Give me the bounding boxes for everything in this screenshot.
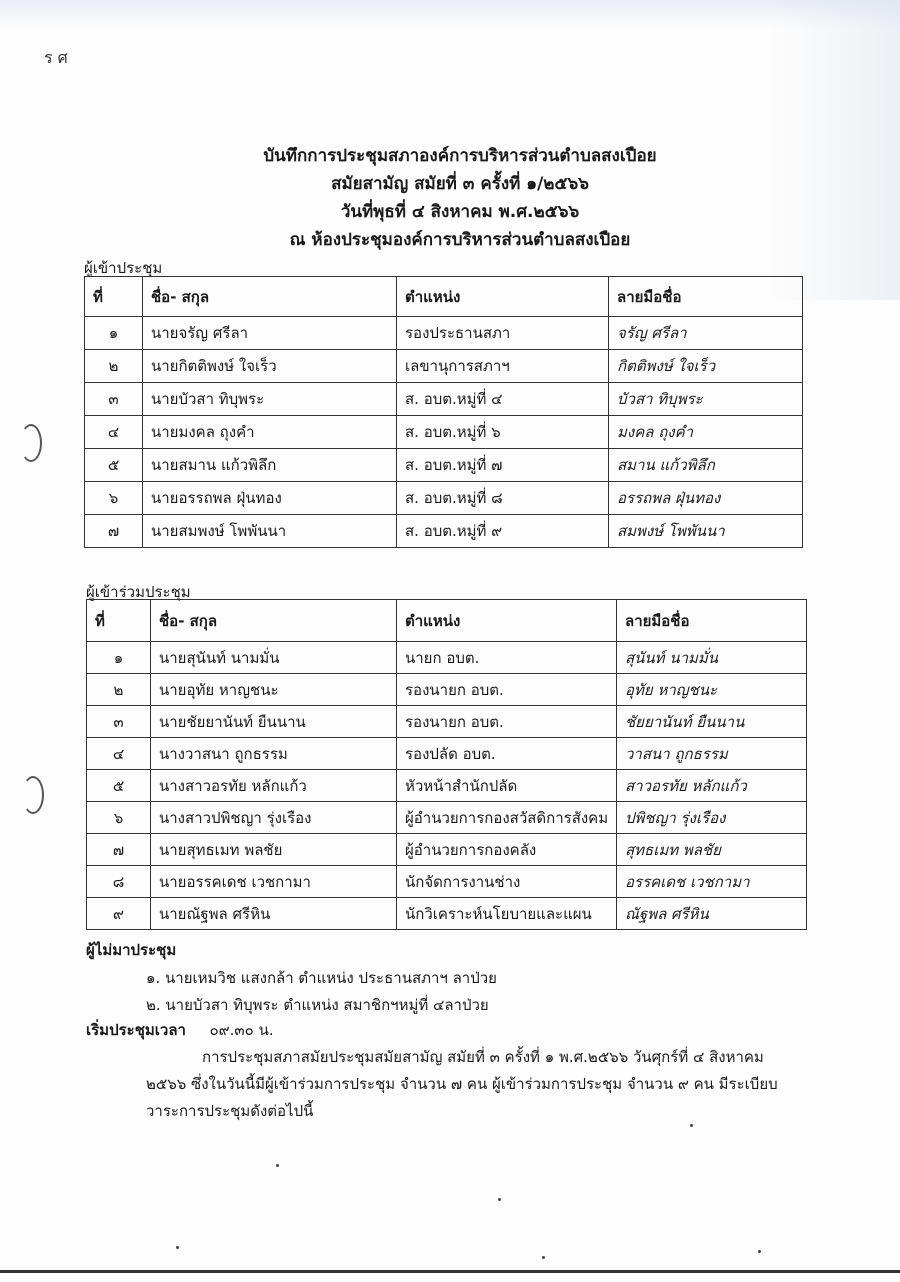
row-name: นางสาวอรทัย หลักแก้ว <box>151 770 397 802</box>
row-name: นายมงคล ถุงคำ <box>143 416 397 449</box>
title-line: บันทึกการประชุมสภาองค์การบริหารส่วนตำบลสงเปือย <box>263 146 657 166</box>
row-name: นายสุนันท์ นามมั่น <box>151 642 397 674</box>
table-header-row <box>87 600 807 642</box>
table-row <box>87 738 807 770</box>
row-number: ๘ <box>87 866 151 898</box>
table-row <box>87 802 807 834</box>
row-name: นายอรรคเดช เวชกามา <box>151 866 397 898</box>
row-number: ๙ <box>87 898 151 930</box>
row-name: นายสมาน แก้วพิลึก <box>143 449 397 482</box>
table-row <box>85 317 803 350</box>
header-position: ตำแหน่ง <box>397 600 617 642</box>
table-row <box>87 834 807 866</box>
row-number: ๑ <box>87 642 151 674</box>
row-name: นายจรัญ ศรีลา <box>143 317 397 350</box>
row-name: นายชัยยานันท์ ยืนนาน <box>151 706 397 738</box>
participants-label: ผู้เข้าร่วมประชุม <box>86 583 191 601</box>
row-signature: สมพงษ์ โพพันนา <box>609 515 803 548</box>
start-time-value: ๐๙.๓๐ น. <box>209 1021 274 1039</box>
header-no: ที่ <box>85 277 143 317</box>
scan-shadow-side <box>770 0 900 300</box>
row-position: ส. อบต.หมู่ที่ ๔ <box>397 383 609 416</box>
punch-hole-icon <box>22 776 44 814</box>
row-name: นางสาวปพิชญา รุ่งเรือง <box>151 802 397 834</box>
row-name: นายณัฐพล ศรีหิน <box>151 898 397 930</box>
row-position: ส. อบต.หมู่ที่ ๖ <box>397 416 609 449</box>
row-signature: บัวสา ทิบุพระ <box>609 383 803 416</box>
table-row <box>87 706 807 738</box>
scan-speck <box>690 1124 693 1127</box>
row-number: ๔ <box>87 738 151 770</box>
row-position: นักจัดการงานช่าง <box>397 866 617 898</box>
row-number: ๕ <box>87 770 151 802</box>
punch-hole-icon <box>20 424 42 462</box>
handwritten-mark: ร ศ <box>44 48 68 67</box>
row-name: นายอุทัย หาญชนะ <box>151 674 397 706</box>
row-number: ๑ <box>85 317 143 350</box>
table-row <box>87 674 807 706</box>
row-signature: วาสนา ถูกธรรม <box>617 738 807 770</box>
table-row <box>87 770 807 802</box>
table-row <box>85 350 803 383</box>
title-line: ณ ห้องประชุมองค์การบริหารส่วนตำบลสงเปือย <box>289 230 631 250</box>
scan-shadow-top <box>0 0 900 28</box>
row-signature: จรัญ ศรีลา <box>609 317 803 350</box>
row-signature: อุทัย หาญชนะ <box>617 674 807 706</box>
row-signature: กิตติพงษ์ ใจเร็ว <box>609 350 803 383</box>
row-position: นายก อบต. <box>397 642 617 674</box>
absent-item: ๒. นายบัวสา ทิบุพระ ตำแหน่ง สมาชิกฯหมู่ที่ ๔ลาป่วย <box>146 996 489 1014</box>
scan-bottom-edge <box>0 1270 900 1273</box>
row-number: ๗ <box>87 834 151 866</box>
row-signature: สุทธเมท พลชัย <box>617 834 807 866</box>
header-position: ตำแหน่ง <box>397 277 609 317</box>
row-name: นางวาสนา ถูกธรรม <box>151 738 397 770</box>
attendees-label: ผู้เข้าประชุม <box>84 259 163 277</box>
row-signature: ชัยยานันท์ ยืนนาน <box>617 706 807 738</box>
row-number: ๕ <box>85 449 143 482</box>
scan-speck <box>542 1256 545 1259</box>
row-signature: สุนันท์ นามมั่น <box>617 642 807 674</box>
row-name: นายบัวสา ทิบุพระ <box>143 383 397 416</box>
table-row <box>85 482 803 515</box>
row-number: ๔ <box>85 416 143 449</box>
row-position: ผู้อำนวยการกองสวัสดิการสังคม <box>397 802 617 834</box>
row-number: ๗ <box>85 515 143 548</box>
header-signature: ลายมือชื่อ <box>617 600 807 642</box>
row-name: นายสมพงษ์ โพพันนา <box>143 515 397 548</box>
scan-speck <box>498 1198 501 1201</box>
absent-item: ๑. นายเหมวิช แสงกล้า ตำแหน่ง ประธานสภาฯ ลาป่วย <box>146 969 497 987</box>
row-position: เลขานุการสภาฯ <box>397 350 609 383</box>
title-line: สมัยสามัญ สมัยที่ ๓ ครั้งที่ ๑/๒๕๖๖ <box>331 174 589 194</box>
header-name: ชื่อ- สกุล <box>143 277 397 317</box>
participants-table <box>86 599 807 930</box>
row-signature: สมาน แก้วพิลึก <box>609 449 803 482</box>
row-position: ผู้อำนวยการกองคลัง <box>397 834 617 866</box>
row-name: นายอรรถพล ฝุ่นทอง <box>143 482 397 515</box>
table-row <box>85 416 803 449</box>
table-header-row <box>85 277 803 317</box>
table-row <box>87 866 807 898</box>
row-number: ๒ <box>85 350 143 383</box>
table-row <box>85 515 803 548</box>
table-row <box>85 383 803 416</box>
row-number: ๓ <box>85 383 143 416</box>
row-position: รองประธานสภา <box>397 317 609 350</box>
paragraph-line: ๒๕๖๖ ซึ่งในวันนี้มีผู้เข้าร่วมการประชุม จำนวน ๗ คน ผู้เข้าร่วมการประชุม จำนวน ๙ คน มีระเบียบ <box>146 1075 778 1093</box>
row-signature: อรรถพล ฝุ่นทอง <box>609 482 803 515</box>
table-row <box>85 449 803 482</box>
paragraph-line: การประชุมสภาสมัยประชุมสมัยสามัญ สมัยที่ ๓ ครั้งที่ ๑ พ.ศ.๒๕๖๖ วันศุกร์ที่ ๔ สิงหาคม <box>202 1048 764 1066</box>
row-signature: ณัฐพล ศรีหิน <box>617 898 807 930</box>
header-signature: ลายมือชื่อ <box>609 277 803 317</box>
start-time-label: เริ่มประชุมเวลา <box>86 1021 186 1039</box>
row-signature: อรรคเดช เวชกามา <box>617 866 807 898</box>
row-number: ๖ <box>85 482 143 515</box>
header-no: ที่ <box>87 600 151 642</box>
scan-speck <box>276 1164 279 1167</box>
row-signature: มงคล ถุงคำ <box>609 416 803 449</box>
paragraph-line: วาระการประชุมดังต่อไปนี้ <box>146 1102 314 1120</box>
scan-speck <box>758 1250 761 1253</box>
row-position: ส. อบต.หมู่ที่ ๗ <box>397 449 609 482</box>
row-position: นักวิเคราะห์นโยบายและแผน <box>397 898 617 930</box>
row-position: ส. อบต.หมู่ที่ ๘ <box>397 482 609 515</box>
row-position: หัวหน้าสำนักปลัด <box>397 770 617 802</box>
row-position: รองนายก อบต. <box>397 674 617 706</box>
title-line: วันที่พุธที่ ๔ สิงหาคม พ.ศ.๒๕๖๖ <box>340 202 580 222</box>
row-number: ๖ <box>87 802 151 834</box>
start-time-line <box>86 1018 274 1042</box>
row-position: รองปลัด อบต. <box>397 738 617 770</box>
meeting-paragraph <box>146 1044 796 1125</box>
row-position: รองนายก อบต. <box>397 706 617 738</box>
row-signature: ปพิชญา รุ่งเรือง <box>617 802 807 834</box>
header-name: ชื่อ- สกุล <box>151 600 397 642</box>
row-name: นายกิตติพงษ์ ใจเร็ว <box>143 350 397 383</box>
row-position: ส. อบต.หมู่ที่ ๙ <box>397 515 609 548</box>
document-title <box>180 142 740 254</box>
row-name: นายสุทธเมท พลชัย <box>151 834 397 866</box>
scan-speck <box>176 1246 179 1249</box>
row-number: ๒ <box>87 674 151 706</box>
absent-label: ผู้ไม่มาประชุม <box>86 941 177 959</box>
table-row <box>87 642 807 674</box>
attendees-table <box>84 276 803 548</box>
row-number: ๓ <box>87 706 151 738</box>
table-row <box>87 898 807 930</box>
row-signature: สาวอรทัย หลักแก้ว <box>617 770 807 802</box>
